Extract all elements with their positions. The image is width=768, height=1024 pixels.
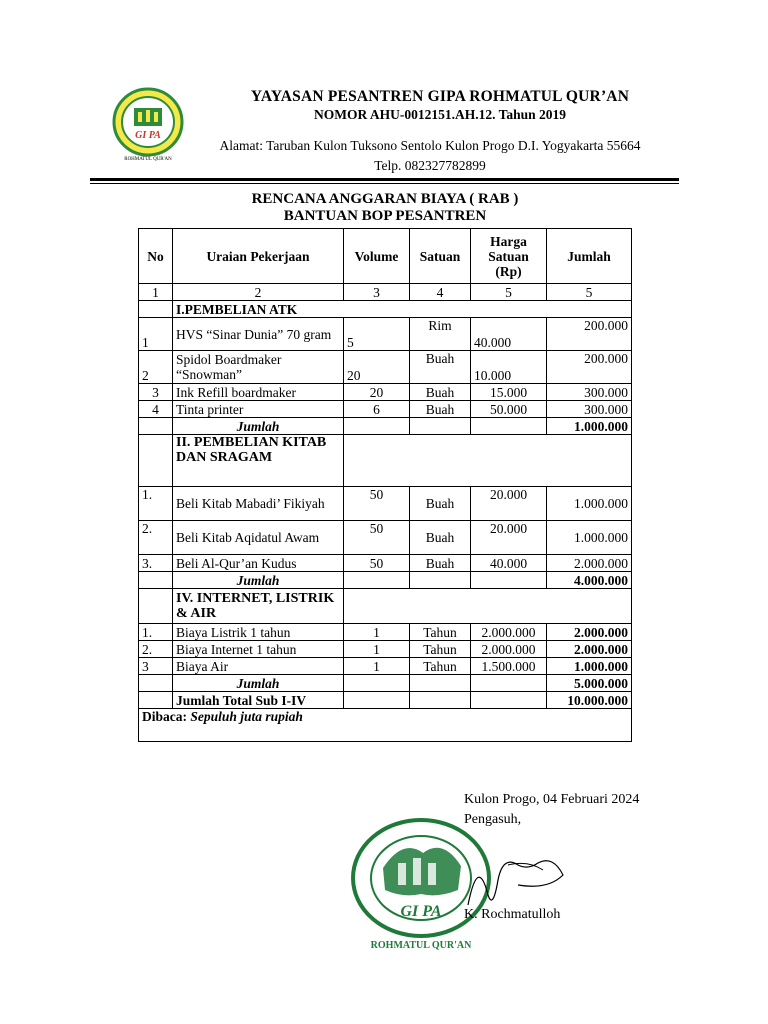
column-number-row (139, 284, 632, 301)
signer-role: Pengasuh, (464, 812, 522, 827)
row-uraian: Biaya Listrik 1 tahun (173, 624, 344, 641)
row-satuan: Tahun (410, 658, 471, 675)
document-subtitle: BANTUAN BOP PESANTREN (283, 208, 487, 224)
column-number: 2 (173, 284, 344, 301)
row-volume: 5 (344, 318, 410, 351)
row-no: 3 (139, 384, 173, 401)
row-uraian: Beli Al-Qur’an Kudus (173, 555, 344, 572)
org-name: YAYASAN PESANTREN GIPA ROHMATUL QUR’AN (250, 88, 630, 105)
subtotal-label: Jumlah (173, 418, 344, 435)
table-row (139, 555, 632, 572)
column-number: 5 (471, 284, 547, 301)
row-uraian: Beli Kitab Aqidatul Awam (173, 521, 344, 555)
row-uraian: Biaya Internet 1 tahun (173, 641, 344, 658)
row-volume: 20 (344, 351, 410, 384)
header-harga: Harga Satuan (Rp) (471, 229, 547, 284)
row-uraian: Spidol Boardmaker “Snowman” (173, 351, 344, 384)
row-no: 3. (139, 555, 173, 572)
header-uraian: Uraian Pekerjaan (173, 229, 344, 284)
read-as-value: Sepuluh juta rupiah (190, 709, 303, 724)
subtotal-value: 5.000.000 (547, 675, 632, 692)
address: Alamat: Taruban Kulon Tuksono Sentolo Kulon Progo D.I. Yogyakarta 55664 (219, 138, 641, 153)
svg-text:ROHMATUL QUR'AN: ROHMATUL QUR'AN (124, 157, 172, 162)
subtotal-row (139, 572, 632, 589)
registration-number: NOMOR AHU-0012151.AH.12. Tahun 2019 (313, 107, 567, 122)
table-row (139, 624, 632, 641)
row-satuan: Buah (410, 487, 471, 521)
table-header-row (139, 229, 632, 284)
table-row (139, 658, 632, 675)
section-title: I.PEMBELIAN ATK (173, 301, 632, 318)
row-jumlah: 2.000.000 (547, 555, 632, 572)
total-value: 10.000.000 (547, 692, 632, 709)
table-row (139, 487, 632, 521)
table-row (139, 351, 632, 384)
svg-text:GI PA: GI PA (135, 130, 161, 141)
budget-table (138, 228, 632, 742)
section-title: IV. INTERNET, LISTRIK & AIR (173, 589, 344, 624)
column-number: 3 (344, 284, 410, 301)
row-no: 1. (139, 487, 173, 521)
row-satuan: Buah (410, 401, 471, 418)
section-title-row (139, 301, 632, 318)
table-row (139, 521, 632, 555)
row-uraian: Beli Kitab Mabadi’ Fikiyah (173, 487, 344, 521)
row-volume: 6 (344, 401, 410, 418)
row-volume: 20 (344, 384, 410, 401)
row-no: 1. (139, 624, 173, 641)
section-title-row (139, 589, 632, 624)
header-volume: Volume (344, 229, 410, 284)
row-volume: 1 (344, 624, 410, 641)
row-harga: 40.000 (471, 318, 547, 351)
row-satuan: Buah (410, 521, 471, 555)
row-no: 1 (139, 318, 173, 351)
table-row (139, 641, 632, 658)
row-no: 2 (139, 351, 173, 384)
row-no: 3 (139, 658, 173, 675)
row-satuan: Rim (410, 318, 471, 351)
row-jumlah: 2.000.000 (547, 641, 632, 658)
row-jumlah: 300.000 (547, 384, 632, 401)
row-harga: 2.000.000 (471, 624, 547, 641)
row-harga: 20.000 (471, 521, 547, 555)
total-label: Jumlah Total Sub I-IV (173, 692, 344, 709)
phone: Telp. 082327782899 (374, 158, 486, 173)
row-satuan: Buah (410, 351, 471, 384)
total-row (139, 692, 632, 709)
document-title: RENCANA ANGGARAN BIAYA ( RAB ) (251, 191, 519, 207)
row-harga: 15.000 (471, 384, 547, 401)
read-as-row (139, 709, 632, 742)
row-harga: 50.000 (471, 401, 547, 418)
row-jumlah: 1.000.000 (547, 487, 632, 521)
row-volume: 50 (344, 555, 410, 572)
column-number: 5 (547, 284, 632, 301)
table-row (139, 318, 632, 351)
row-satuan: Buah (410, 555, 471, 572)
read-as-label: Dibaca: (142, 709, 187, 724)
row-harga: 40.000 (471, 555, 547, 572)
svg-text:ROHMATUL QUR'AN: ROHMATUL QUR'AN (370, 940, 472, 951)
signature-scribble (458, 835, 578, 915)
subtotal-value: 1.000.000 (547, 418, 632, 435)
subtotal-label: Jumlah (173, 572, 344, 589)
svg-text:GI PA: GI PA (400, 903, 442, 920)
row-uraian: Biaya Air (173, 658, 344, 675)
row-uraian: HVS “Sinar Dunia” 70 gram (173, 318, 344, 351)
subtotal-row (139, 675, 632, 692)
place-date: Kulon Progo, 04 Februari 2024 (464, 792, 640, 807)
table-row (139, 384, 632, 401)
subtotal-row (139, 418, 632, 435)
column-number: 4 (410, 284, 471, 301)
row-jumlah: 200.000 (547, 351, 632, 384)
header-no: No (139, 229, 173, 284)
row-volume: 50 (344, 521, 410, 555)
row-harga: 1.500.000 (471, 658, 547, 675)
section-title: II. PEMBELIAN KITAB DAN SRAGAM (173, 435, 344, 487)
row-volume: 1 (344, 641, 410, 658)
header-jumlah: Jumlah (547, 229, 632, 284)
row-jumlah: 2.000.000 (547, 624, 632, 641)
row-satuan: Tahun (410, 624, 471, 641)
subtotal-value: 4.000.000 (547, 572, 632, 589)
subtotal-label: Jumlah (173, 675, 344, 692)
row-harga: 2.000.000 (471, 641, 547, 658)
row-jumlah: 200.000 (547, 318, 632, 351)
row-harga: 20.000 (471, 487, 547, 521)
header-divider-thin (90, 183, 679, 184)
signer-name: K. Rochmatulloh (464, 907, 561, 922)
row-no: 4 (139, 401, 173, 418)
row-jumlah: 1.000.000 (547, 521, 632, 555)
table-row (139, 401, 632, 418)
row-jumlah: 1.000.000 (547, 658, 632, 675)
row-no: 2. (139, 641, 173, 658)
header-divider-thick (90, 178, 679, 181)
section-title-row (139, 435, 632, 487)
header-satuan: Satuan (410, 229, 471, 284)
row-harga: 10.000 (471, 351, 547, 384)
row-volume: 1 (344, 658, 410, 675)
row-uraian: Ink Refill boardmaker (173, 384, 344, 401)
row-jumlah: 300.000 (547, 401, 632, 418)
row-volume: 50 (344, 487, 410, 521)
row-satuan: Buah (410, 384, 471, 401)
row-uraian: Tinta printer (173, 401, 344, 418)
column-number: 1 (139, 284, 173, 301)
row-no: 2. (139, 521, 173, 555)
row-satuan: Tahun (410, 641, 471, 658)
